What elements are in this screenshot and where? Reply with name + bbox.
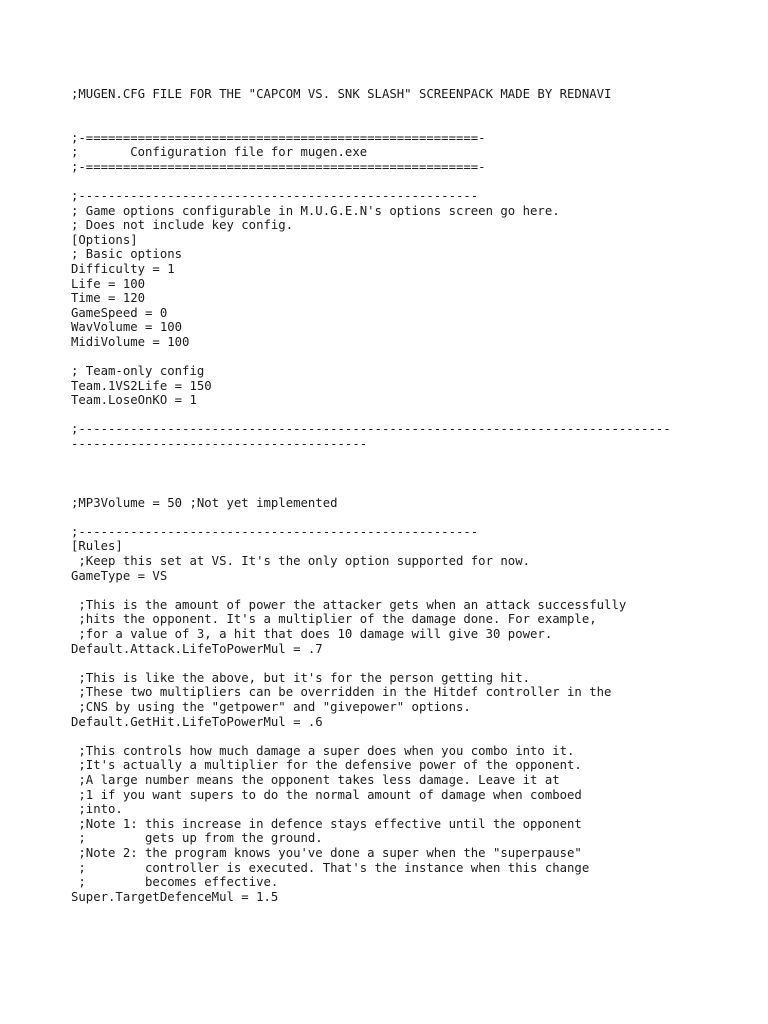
gametype-setting: GameType = VS xyxy=(71,568,168,583)
gethit-comment-1: ;This is like the above, but it's for the person getting hit. xyxy=(71,670,531,685)
gethit-comment-2: ;These two multipliers can be overridden in the Hitdef controller in the xyxy=(71,685,612,700)
banner-text: ; Configuration file for mugen.exe xyxy=(71,145,368,160)
config-document xyxy=(71,87,761,904)
spacer xyxy=(71,452,761,496)
super-comment-6: ;Note 1: this increase in defence stays effective until the opponent xyxy=(71,816,582,831)
attack-comment-2: ;hits the opponent. It's a multiplier of the damage done. For example, xyxy=(71,612,597,627)
gethit-lifetopower-setting: Default.GetHit.LifeToPowerMul = .6 xyxy=(71,714,323,729)
options-divider: ;------------------------------------------------------ xyxy=(71,188,479,203)
super-comment-7: ; gets up from the ground. xyxy=(71,831,323,846)
team-life-setting: Team.1VS2Life = 150 xyxy=(71,378,212,393)
rules-section-header: [Rules] xyxy=(71,539,123,554)
super-comment-3: ;A large number means the opponent takes less damage. Leave it at xyxy=(71,772,560,787)
time-setting: Time = 120 xyxy=(71,291,146,306)
difficulty-setting: Difficulty = 1 xyxy=(71,261,175,276)
spacer xyxy=(71,729,761,744)
rules-divider: ;------------------------------------------------------ xyxy=(71,524,479,539)
spacer xyxy=(71,408,761,423)
mp3volume-line: ;MP3Volume = 50 ;Not yet implemented xyxy=(71,495,338,510)
spacer xyxy=(71,102,761,131)
attack-comment-3: ;for a value of 3, a hit that does 10 damage will give 30 power. xyxy=(71,627,553,641)
gametype-comment: ;Keep this set at VS. It's the only option supported for now. xyxy=(71,554,531,569)
super-comment-2: ;It's actually a multiplier for the defensive power of the opponent. xyxy=(71,758,582,773)
spacer xyxy=(71,656,761,671)
banner-top-rule: ;-=====================================================- xyxy=(71,130,486,145)
super-targetdefence-setting: Super.TargetDefenceMul = 1.5 xyxy=(71,889,279,904)
super-comment-4: ;1 if you want supers to do the normal amount of damage when comboed xyxy=(71,787,582,802)
long-divider-part-2: ---------------------------------------- xyxy=(71,437,368,452)
options-comment-1: ; Game options configurable in M.U.G.E.N's options screen go here. xyxy=(71,203,560,218)
midivolume-setting: MidiVolume = 100 xyxy=(71,334,190,349)
attack-lifetopower-setting: Default.Attack.LifeToPowerMul = .7 xyxy=(71,641,323,656)
basic-options-comment: ; Basic options xyxy=(71,247,183,262)
spacer xyxy=(71,583,761,598)
super-comment-10: ; becomes effective. xyxy=(71,875,279,890)
long-divider-part-1: ;-------------------------------------------------------------------------------- xyxy=(71,422,671,437)
super-comment-9: ; controller is executed. That's the instance when this change xyxy=(71,860,590,875)
super-comment-8: ;Note 2: the program knows you've done a super when the "superpause" xyxy=(71,845,582,860)
options-comment-2: ; Does not include key config. xyxy=(71,218,294,233)
super-comment-1: ;This controls how much damage a super does when you combo into it. xyxy=(71,743,575,758)
banner-bottom-rule: ;-=====================================================- xyxy=(71,159,486,174)
gamespeed-setting: GameSpeed = 0 xyxy=(71,305,168,320)
team-config-comment: ; Team-only config xyxy=(71,364,205,379)
spacer xyxy=(71,350,761,365)
file-title: ;MUGEN.CFG FILE FOR THE "CAPCOM VS. SNK SLASH" SCREENPACK MADE BY REDNAVI xyxy=(71,87,612,101)
super-comment-5: ;into. xyxy=(71,802,123,817)
team-loseonko-setting: Team.LoseOnKO = 1 xyxy=(71,393,197,408)
gethit-comment-3: ;CNS by using the "getpower" and "givepower" options. xyxy=(71,699,471,714)
wavvolume-setting: WavVolume = 100 xyxy=(71,320,183,335)
options-section-header: [Options] xyxy=(71,232,138,247)
spacer xyxy=(71,174,761,189)
spacer xyxy=(71,510,761,525)
life-setting: Life = 100 xyxy=(71,276,146,291)
attack-comment-1: ;This is the amount of power the attacker gets when an attack successfully xyxy=(71,597,627,612)
